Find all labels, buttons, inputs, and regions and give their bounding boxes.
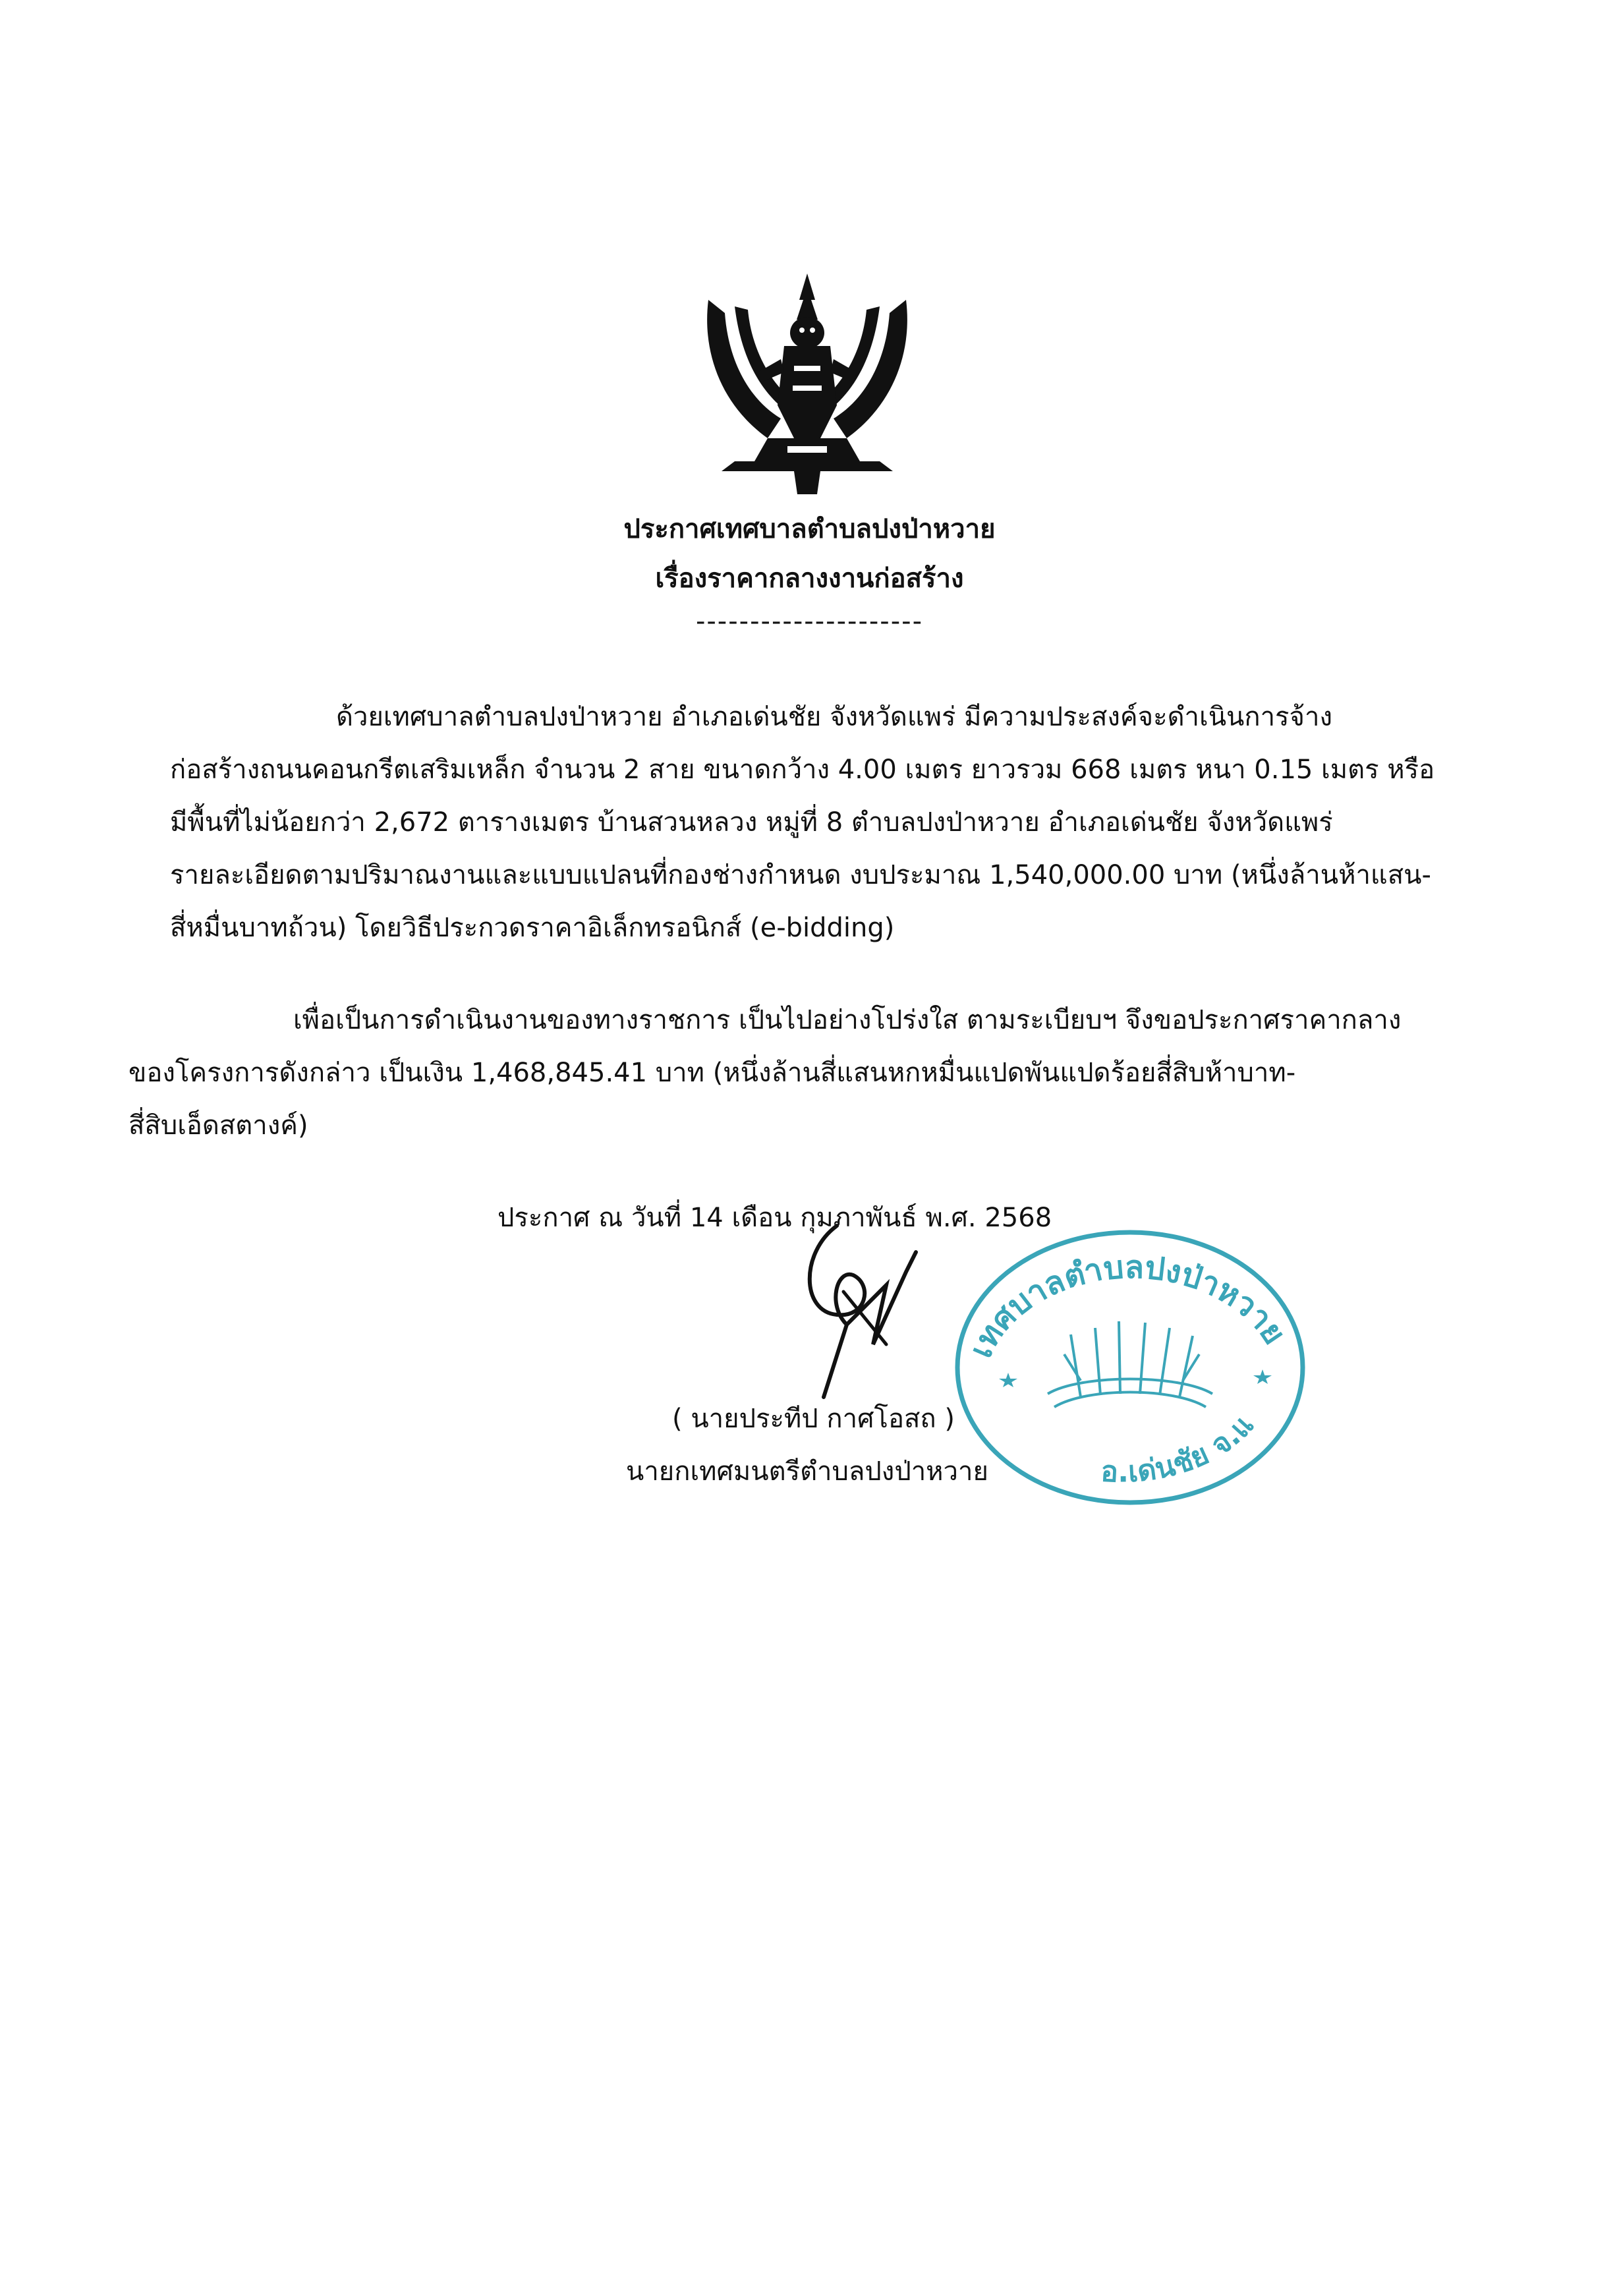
title-divider: --------------------- bbox=[695, 606, 924, 637]
para1-line: รายละเอียดตามปริมาณงานและแบบแปลนที่กองช่างกำหนด งบประมาณ 1,540,000.00 บาท (หนึ่งล้านห้าแสน- bbox=[170, 860, 1431, 890]
para1-line: สี่หมื่นบาทถ้วน) โดยวิธีประกวดราคาอิเล็กทรอนิกส์ (e-bidding) bbox=[170, 913, 895, 943]
para1-line: ด้วยเทศบาลตำบลปงป่าหวาย อำเภอเด่นชัย จังหวัดแพร่ มีความประสงค์จะดำเนินการจ้าง bbox=[336, 702, 1332, 732]
seal-bottom-text: อ.เด่นชัย จ.แ bbox=[1100, 1408, 1261, 1489]
official-seal bbox=[949, 1222, 1311, 1512]
garuda-emblem-icon bbox=[695, 273, 919, 498]
announce-date: ประกาศ ณ วันที่ 14 เดือน กุมภาพันธ์ พ.ศ. 2568 bbox=[497, 1203, 1052, 1233]
para1-line: ก่อสร้างถนนคอนกรีตเสริมเหล็ก จำนวน 2 สาย ขนาดกว้าง 4.00 เมตร ยาวรวม 668 เมตร หนา 0.15 เมตร หรือ bbox=[170, 755, 1435, 785]
signer-name: ( นายประทีป กาศโอสถ ) bbox=[672, 1404, 955, 1434]
announcement-subject: เรื่องราคากลางงานก่อสร้าง bbox=[655, 563, 964, 594]
rice-sheaf-icon bbox=[1048, 1321, 1212, 1407]
announcement-title: ประกาศเทศบาลตำบลปงป่าหวาย bbox=[623, 514, 996, 544]
para1-line: มีพื้นที่ไม่น้อยกว่า 2,672 ตารางเมตร บ้านสวนหลวง หมู่ที่ 8 ตำบลปงป่าหวาย อำเภอเด่นชัย จังหวัดแพร่ bbox=[170, 807, 1333, 838]
signature-mark bbox=[774, 1213, 946, 1404]
seal-top-text: เทศบาลตำบลปงป่าหวาย bbox=[962, 1248, 1293, 1363]
para2-line: ของโครงการดังกล่าว เป็นเงิน 1,468,845.41 บาท (หนึ่งล้านสี่แสนหกหมื่นแปดพันแปดร้อยสี่สิบห้าบาท- bbox=[128, 1058, 1296, 1088]
para2-line: เพื่อเป็นการดำเนินงานของทางราชการ เป็นไปอย่างโปร่งใส ตามระเบียบฯ จึงขอประกาศราคากลาง bbox=[293, 1005, 1402, 1035]
para2-line: สี่สิบเอ็ดสตางค์) bbox=[128, 1110, 308, 1141]
signer-position: นายกเทศมนตรีตำบลปงป่าหวาย bbox=[626, 1456, 988, 1487]
